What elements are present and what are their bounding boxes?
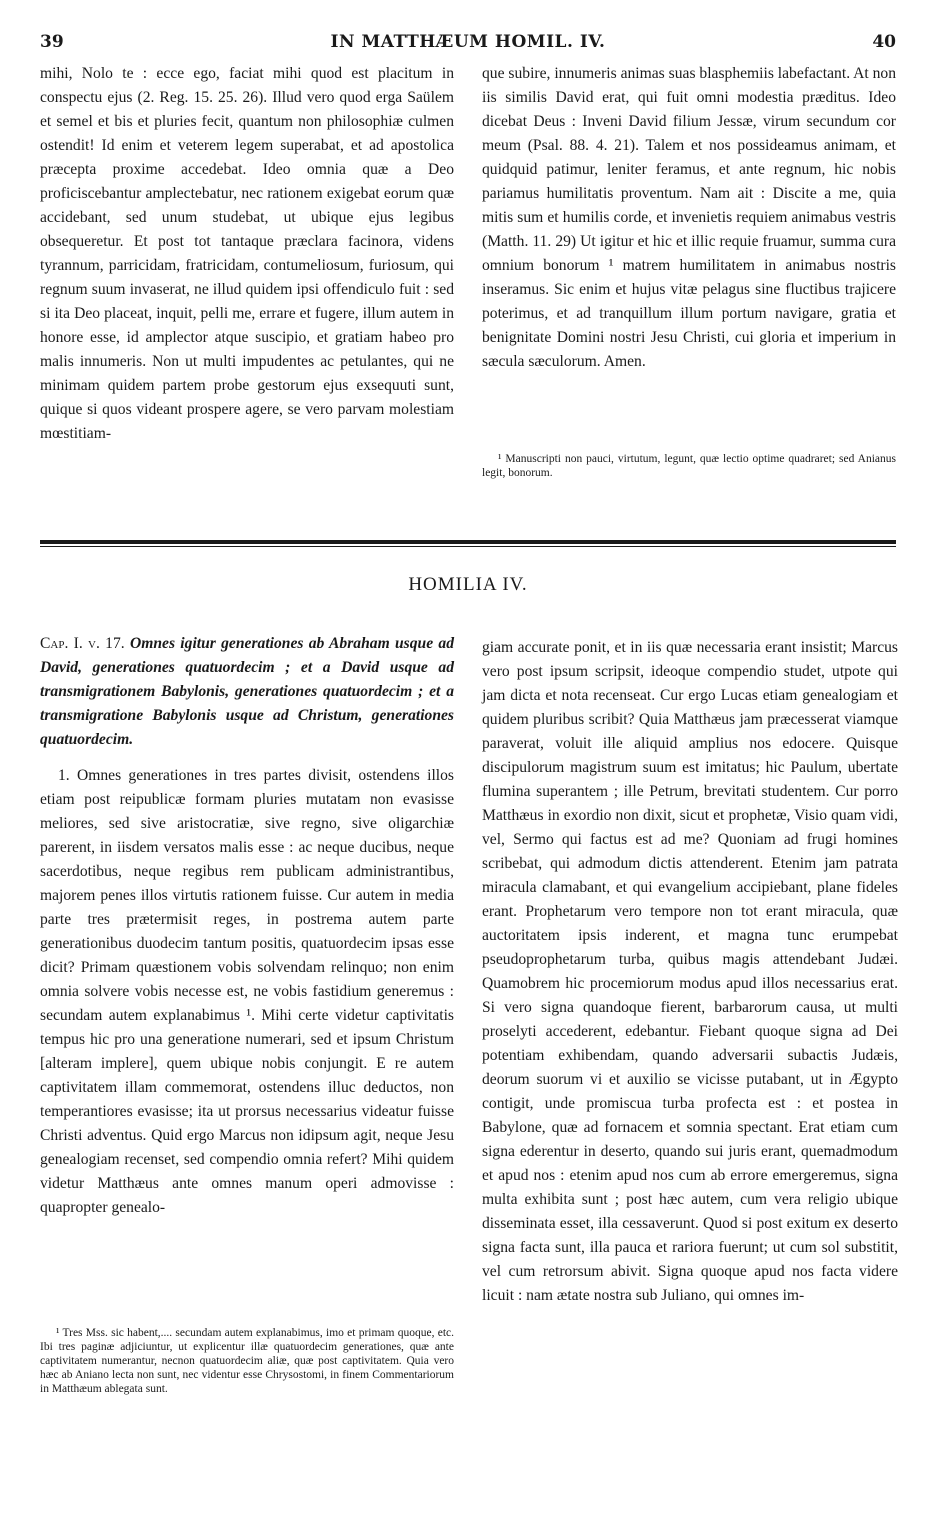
section-rule	[40, 540, 896, 544]
caput-text: Omnes igitur generationes ab Abraham usque ad David, generationes quatuordecim ; et a David usque ad transmigrationem Babylonis, generationes quatuordecim ; et a transmigratione Babylonis usque ad Christum, generationes quatuordecim.	[40, 635, 455, 748]
section-rule-thin	[40, 546, 896, 547]
paragraph: 1. Omnes generationes in tres partes divisit, ostendens illos etiam post reipublicæ formam pluries mutatam non evasisse meliores, sed sive aristocratiæ, sive regno, sive oligarchiæ parerent, in iisdem versatos malis esse : ac neque ducibus, neque sacerdotibus, neque regibus rem publicam administrantibus, majorem penes illos virtutis rationem fuisse. Cur autem in media parte tres prætermisit reges, in postrema autem parte generationibus duodecim tantum positis, quatuordecim ipsas esse dicit? Primam quæstionem vobis solvendam relinquo; non enim omnia solvere vobis necesse est, ne vobis fastidium generemus : secundam autem explanabimus ¹. Mihi certe videtur captivitatis tempus hic pro una generatione numerari, sed et ipsum Christum [alteram implere], quem ubique nobis conjungit. E re autem captivitatem illam commemorat, ostendens illuc deductos, non temperantiores evasisse; ita ut prorsus necessarius videatur fuisse Christi adventus. Quid ergo Marcus non idipsum agit, neque Jesu genealogiam recenset, sed compendio omnia refert? Mihi quidem videtur Matthæus ante omnes manum operi admovisse : quapropter genealo-	[40, 767, 454, 1216]
running-header	[40, 32, 896, 58]
footnote-top: ¹ Manuscripti non pauci, virtutum, legunt, quæ lectio optime quadraret; sed Anianus legit, bonorum.	[482, 453, 896, 479]
bottom-right-column	[482, 636, 898, 1308]
footnote-bottom: ¹ Tres Mss. sic habent,.... secundam autem explanabimus, imo et primam quoque, etc. Ibi tres paginæ adjiciuntur, ut explicentur illæ quatuordecim generationes, quæ ante captivitatem numerantur, necnon quatuordecim aliæ, quæ post captivitatem. Quia vero hæc ab Aniano lecta non sunt, nec videntur esse Chrysostomi, in finem Commentariorum in Matthæum ablegata sunt.	[40, 1327, 454, 1395]
page-number-right: 40	[872, 32, 896, 52]
running-title: IN MATTHÆUM HOMIL. IV.	[330, 32, 606, 52]
top-right-column	[482, 62, 896, 374]
homily-title: HOMILIA IV.	[408, 574, 528, 595]
caput-verse	[40, 632, 454, 752]
caput-heading: Cap. I. v. 17.	[40, 635, 125, 652]
paragraph: giam accurate ponit, et in iis quæ necessaria erant insistit; Marcus vero post ipsum scripsit, ideoque compendio studet, utpote qui jam dicta et nota recenseat. Cur ergo Lucas etiam genealogiam et quidem pluribus scribit? Quia Matthæus jam præcesserat viamque paraverat, voluit ille aliquid amplius nos edocere. Quisque discipulorum magistrum suum est imitatus; hic Paulum, ubertate flumina superantem ; ille Petrum, brevitati studentem. Cur porro Matthæus in exordio non dixit, sicut et prophetæ, Visio quam vidi, vel, Sermo qui factus est ad me? Quoniam ad frugi homines scribebat, qui admodum dictis attenderent. Etenim jam patrata miracula clamabant, et qui evangelium accipiebant, plane fideles erant. Prophetarum vero tempore non tot erant miracula, quæ auctoritatem ipsis inderent, et magna tunc erumpebat pseudoprophetarum turba, quibus magis attendebant Judæi. Quamobrem hic procemiorum modus apud illos necessarius erat. Si vero signa quandoque fierent, barbarorum causa, ut multi proselyti accederent, edebantur. Fiebant quoque signa ad Dei potentiam exhibendam, quando adversarii subactis Judæis, deorum suorum vi et auxilio se vicisse putabant, ut in Ægypto contigit, unde promiscua turba profecta est : et postea in Babylone, quæ ad fornacem et somnia spectant. Erat etiam cum signa ederentur in deserto, quando sui juris erant, quemadmodum et apud nos : etenim apud nos cum ab errore emergeremus, signa multa exhibita sunt ; post hæc autem, cum vera religio ubique disseminata esset, illa cessaverunt. Quod si post exitum ex deserto signa facta sunt, illa pauca et rariora fuerunt; ut cum sol substitit, vel cum retrorsum abivit. Signa quoque apud nos facta videre licuit : nam ætate nostra sub Juliano, qui omnes im-	[482, 639, 898, 1304]
bottom-left-column	[40, 632, 454, 1220]
paragraph: que subire, innumeris animas suas blasphemiis labefactant. At non iis similis David erat, qui fuit omni modestia præditus. Ideo dicebat Deus : Inveni David filium Jessæ, virum secundum cor meum (Psal. 88. 4. 21). Talem et nos possideamus animam, et quidquid patimur, leniter feramus, et ante regnum, hic nobis pariamus humilitatis proventum. Nam ait : Discite a me, quia mitis sum et humilis corde, et invenietis requiem animabus vestris (Matth. 11. 29) Ut igitur et hic et illic requie fruamur, summa cura omnium bonorum ¹ matrem humilitatem in animabus nostris inseramus. Sic enim et hujus vitæ pelagus sine fluctibus trajicere poterimus, et ad tranquillum illum portum navigare, gratia et benignitate Domini nostri Jesu Christi, cui gloria et imperium in sæcula sæculorum. Amen.	[482, 65, 897, 370]
paragraph: mihi, Nolo te : ecce ego, faciat mihi quod est placitum in conspectu ejus (2. Reg. 15. 25. 26). Illud vero quod erga Saülem et semel et bis et pluries fecit, quantum non philosophiæ culmen ostendit! Id enim et veterem legem superabat, et ad apostolica præcepta proxime accedebat. Ideo omnia quæ a Deo proficiscebantur amplectebatur, nec rationem exigebat eorum quæ accidebant, sed unum studebat, ut ubique ejus legibus obsequeretur. Et post tot tantaque præclara facinora, videns tyrannum, parricidam, fratricidam, contumeliosum, furiosum, qui regnum suum invaserat, ne illud quidem ipsi offendiculo fuit : sed si ita Deo placeat, inquit, pelli me, errare et fugere, illum autem in honore esse, id amplector atque suscipio, et gratiam habeo pro malis innumeris. Non ut multi impudentes ac petulantes, qui ne minimam quidem partem probe gestorum ejus exsequuti sunt, quique si quos videant prospere agere, se vero parvam molestiam mœstitiam-	[40, 65, 454, 442]
top-left-column	[40, 62, 454, 446]
page-number-left: 39	[40, 32, 64, 52]
